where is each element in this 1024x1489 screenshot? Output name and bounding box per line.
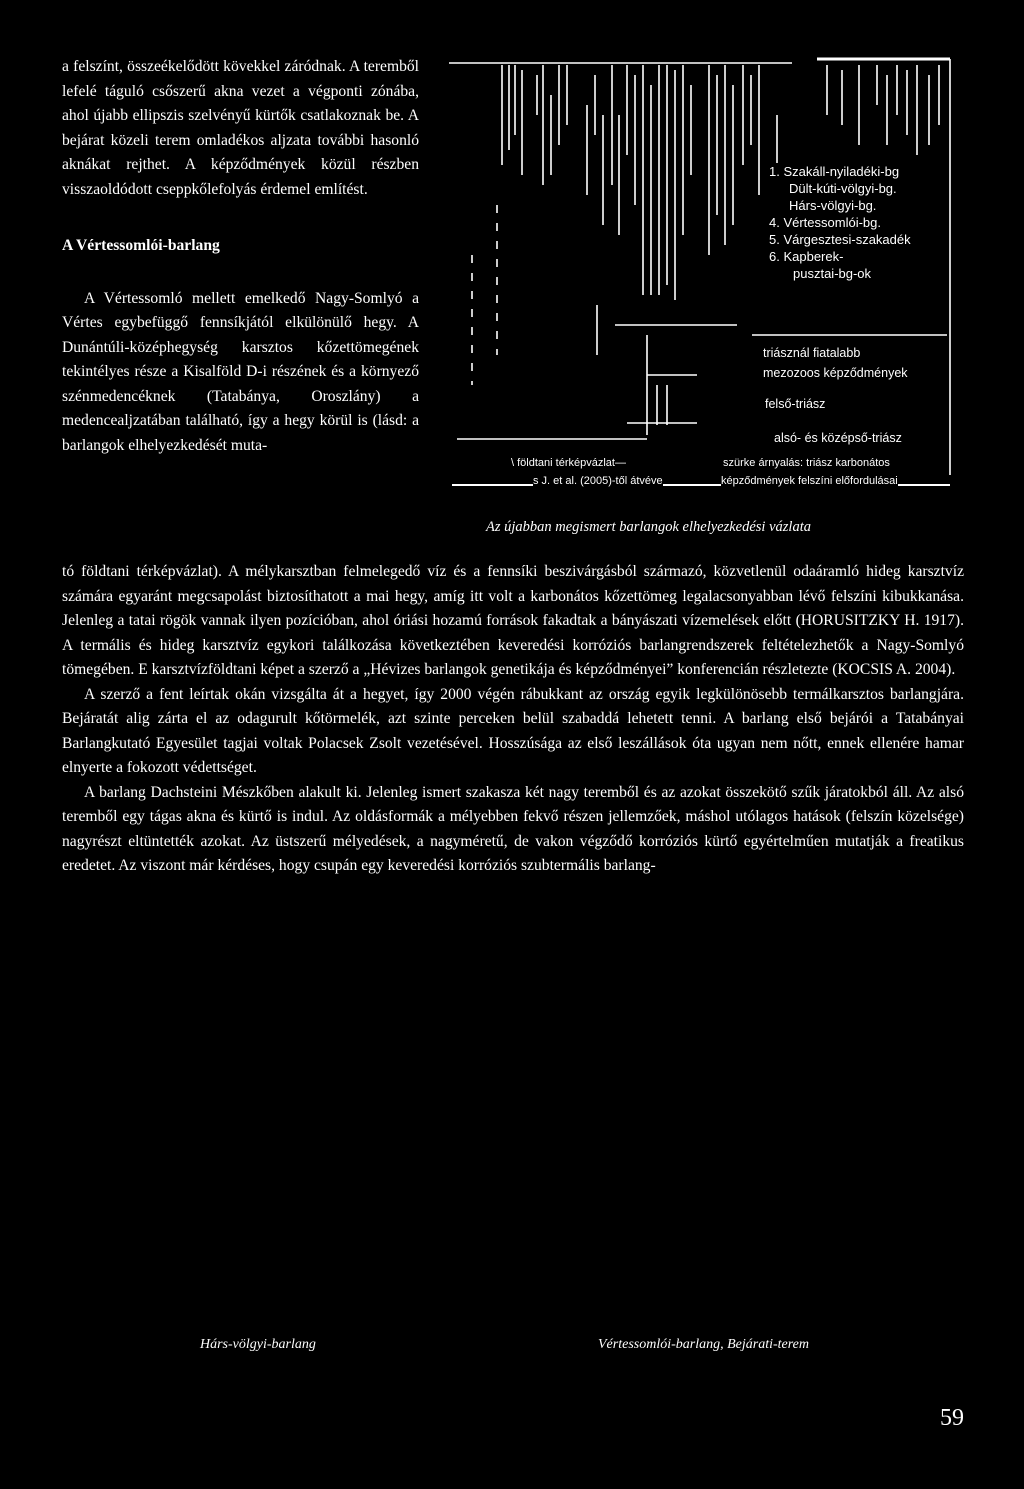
photo-caption-left: Hárs-völgyi-barlang	[200, 1337, 316, 1352]
legend-item: pusztai-bg-ok	[793, 266, 872, 281]
legend-item: Dült-kúti-völgyi-bg.	[789, 181, 897, 196]
paragraph: A barlang Dachsteini Mészkőben alakult ki. Jelenleg ismert szakasza két nagy teremből és az azokat összekötő szűk járatokból áll. Az alsó teremből egy tágas akna és kürtő is indul. Az oldásformák a mélyebben fekvő részen jellemzőek, máshol utólagos hatások (felszín közelsége) nagyrészt eltüntették azokat. Az üstszerű mélyedések, a nagyméretű, de vakon végződő korróziós kürtő egyértelműen mutatják a freatikus eredetet. Az viszont már kérdéses, hogy csupán egy keveredési korróziós szubtermális barlang-	[62, 783, 964, 874]
legend-item: 5. Várgesztesi-szakadék	[769, 232, 911, 247]
section-title: A Vértessomlói-barlang	[62, 237, 220, 254]
photo-caption-right: Vértessomlói-barlang, Bejárati-terem	[598, 1337, 810, 1352]
map-source-credit: s J. et al. (2005)-től átvéve	[533, 475, 663, 487]
legend-item: 4. Vértessomlói-bg.	[769, 215, 881, 230]
body-text	[62, 560, 964, 879]
shading-note: szürke árnyalás: triász karbonátos	[723, 457, 890, 469]
legend-item: 1. Szakáll-nyiladéki-bg	[769, 164, 900, 179]
paragraph: a felszínt, összeékelődött kövekkel záródnak. A teremből lefelé táguló csőszerű akna vezet a végponti zónába, ahol újabb ellipszis szelvényű kürtők csatlakoznak be. A bejárat közeli terem omladékos aljzata további hasonló aknákat rejthet. A képződmények közül részben visszaoldódott cseppkőlefolyás érdemel említést.	[62, 58, 419, 198]
paragraph: A Vértessomló mellett emelkedő Nagy-Somlyó a Vértes egybefüggő fennsíkjától elkülönülő hegy. A Dunántúli-középhegység karsztos kőzettömegének tekintélyes része a Kisalföld D-i részének és a környező szénmedencéknek (Tatabánya, Oroszlány) a medencealjzatában található, így a hegy körül is (lásd: a barlangok elhelyezkedését muta-	[62, 289, 419, 454]
geological-sketch-map	[447, 55, 959, 500]
layer-label-lower-triassic: alsó- és középső-triász	[774, 431, 902, 445]
legend-item: 6. Kapberek-	[769, 249, 844, 264]
map-source-label: \ földtani térképvázlat—	[511, 457, 626, 469]
paragraph: tó földtani térképvázlat). A mélykarsztban felmelegedő víz és a fennsíki beszivárgásból származó, közvetlenül odaáramló hideg karsztvíz számára egyaránt megcsapolást biztosíthatott a mai hegy, amíg itt volt a karbonátos kőzettömeg legalacsonyabban lévő felszíni kibukkanása. Jelenleg a tatai rögök vannak ilyen pozícióban, ahol óriási hozamú források fakadtak a bányászati vízemelések előtt (HORUSITZKY H. 1917). A termális és hideg karsztvíz egykori találkozása következtében keveredési korróziós barlangrendszerek feltételezhetők a Nagy-Somlyó tömegében. E karsztvízföldtani képet a szerző a „Hévizes barlangok genetikája és képződményei” konferencián részletezte (KOCSIS A. 2004).	[62, 563, 964, 678]
page-number: 59	[940, 1405, 964, 1431]
layer-label-young: triásznál fiatalabb	[763, 346, 861, 360]
paragraph: A szerző a fent leírtak okán vizsgálta át a hegyet, így 2000 végén rábukkant az ország egyik legkülönösebb termálkarsztos barlangjára. Bejáratát alig zárta el az odagurult kőtörmelék, azt szinte perceken belül szabaddá lehetett tenni. A barlang első bejárói a Tatabányai Barlangkutató Egyesület tagjai voltak Polacsek Zsolt vezetésével. Hosszúsága az első leszállások óta ugyan nem nőtt, ennek ellenére hamar elnyerte a fokozott védettséget.	[62, 685, 964, 776]
legend	[769, 163, 911, 282]
legend-item: Hárs-völgyi-bg.	[789, 198, 877, 213]
left-column	[62, 55, 419, 458]
layer-label-upper-triassic: felső-triász	[765, 397, 826, 411]
shading-note-2: képződmények felszíni előfordulásai	[721, 475, 898, 487]
layer-label-mesozoic: mezozoos képződmények	[763, 366, 908, 380]
figure-caption: Az újabban megismert barlangok elhelyezkedési vázlata	[486, 519, 811, 535]
